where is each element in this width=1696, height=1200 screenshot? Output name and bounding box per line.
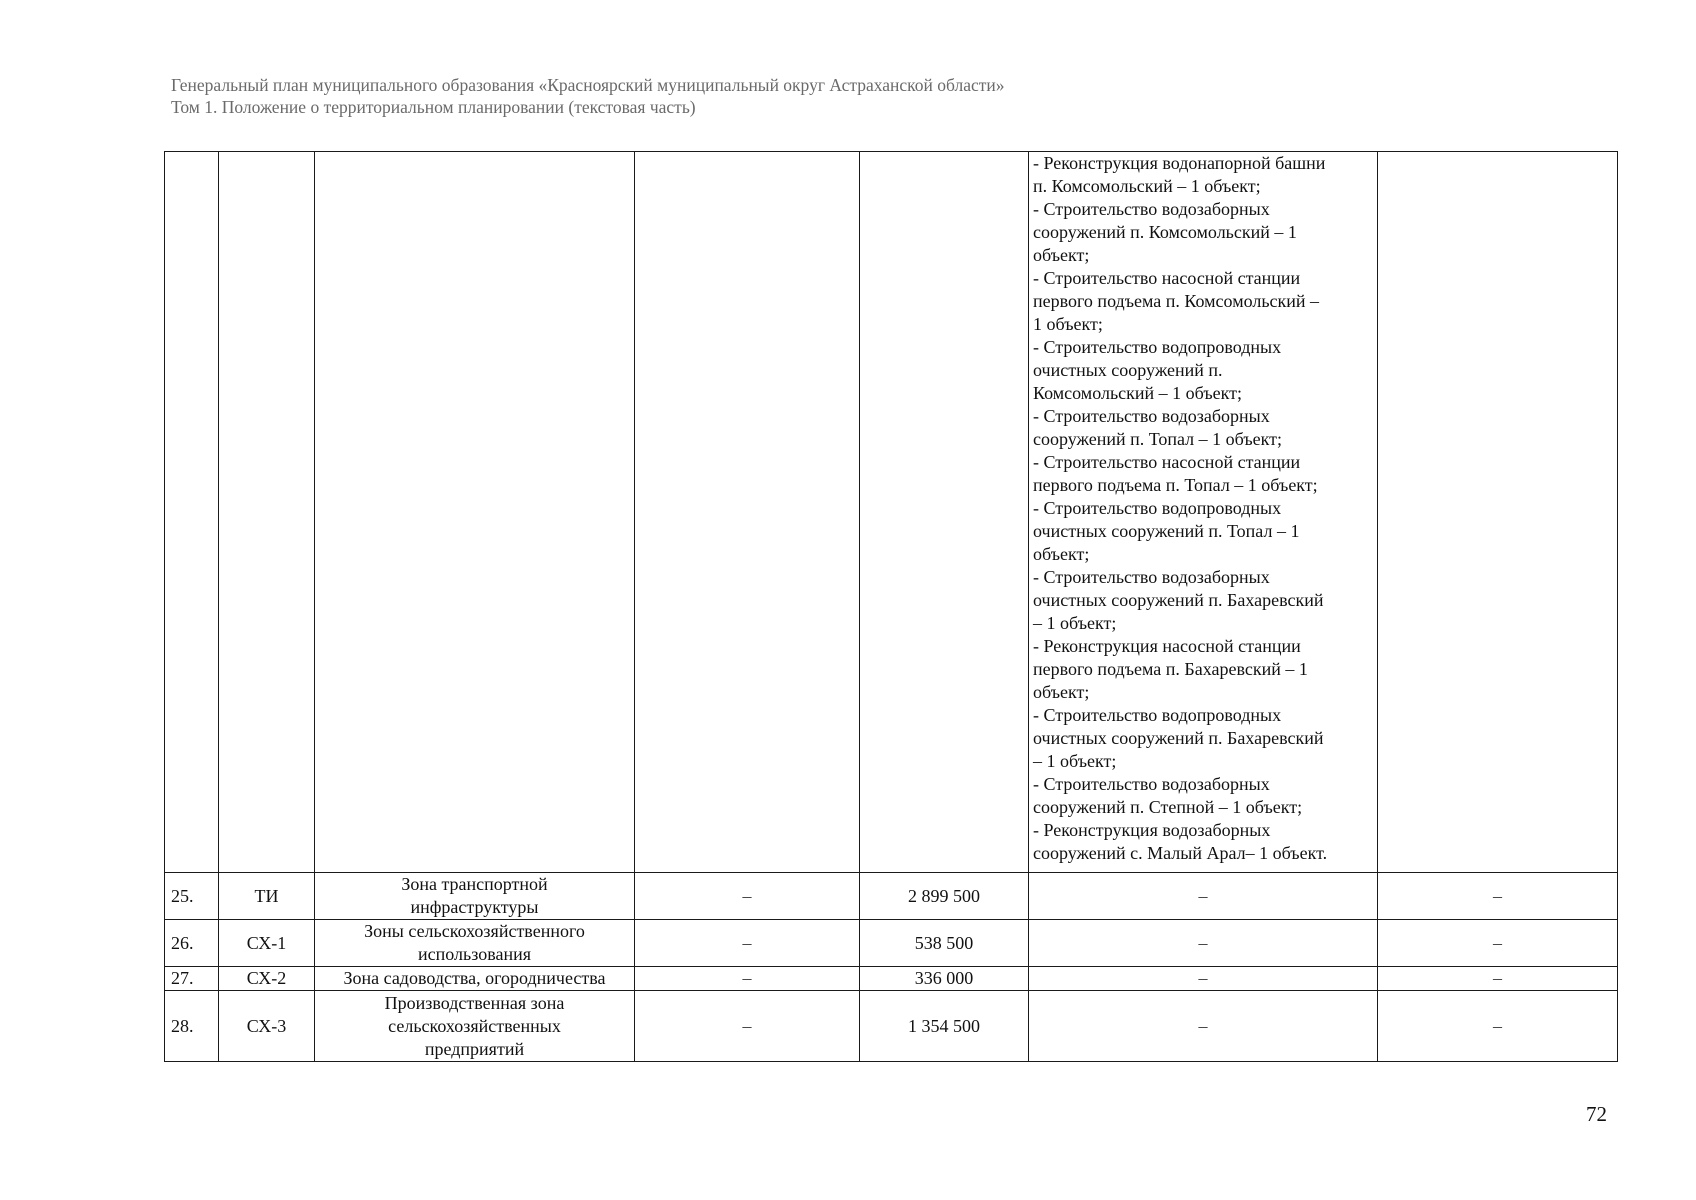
table-row-continuation	[165, 152, 1618, 873]
zone-name-line: предприятий	[424, 1038, 525, 1059]
table-cell: –	[1029, 991, 1378, 1062]
row-number: 28.	[165, 991, 219, 1062]
works-line: - Строительство водозаборных	[1033, 567, 1270, 587]
table-cell	[860, 152, 1029, 873]
table-cell: –	[1378, 991, 1618, 1062]
table-row	[165, 991, 1618, 1062]
table-cell	[635, 152, 860, 873]
table-cell	[1378, 152, 1618, 873]
works-line: объект;	[1033, 544, 1090, 564]
row-number: 27.	[165, 967, 219, 991]
works-line: сооружений п. Степной – 1 объект;	[1033, 797, 1303, 817]
works-cell	[1029, 152, 1378, 873]
table-cell: –	[1378, 920, 1618, 967]
zone-area: 2 899 500	[860, 873, 1029, 920]
works-line: - Реконструкция водонапорной башни	[1033, 153, 1326, 173]
works-line: – 1 объект;	[1033, 613, 1117, 633]
zone-name	[315, 967, 635, 991]
table-row	[165, 873, 1618, 920]
table-cell: –	[635, 991, 860, 1062]
table-cell: –	[635, 873, 860, 920]
zone-code: СХ-1	[219, 920, 315, 967]
zone-name-line: инфраструктуры	[410, 897, 539, 917]
zone-name	[315, 873, 635, 920]
zone-area: 336 000	[860, 967, 1029, 991]
row-number: 25.	[165, 873, 219, 920]
table-cell: –	[635, 920, 860, 967]
zone-code: СХ-3	[219, 991, 315, 1062]
zone-code: ТИ	[219, 873, 315, 920]
zones-table	[164, 151, 1618, 1062]
zone-code: СХ-2	[219, 967, 315, 991]
works-line: первого подъема п. Топал – 1 объект;	[1033, 475, 1318, 495]
zone-name	[315, 991, 635, 1062]
table-row	[165, 920, 1618, 967]
works-line: - Строительство водопроводных	[1033, 337, 1282, 357]
works-line: объект;	[1033, 245, 1090, 265]
header-subtitle: Том 1. Положение о территориальном планировании (текстовая часть)	[171, 97, 696, 117]
works-line: - Строительство насосной станции	[1033, 268, 1301, 288]
zone-name-line: Зона садоводства, огородничества	[343, 968, 606, 988]
works-line: - Строительство водопроводных	[1033, 498, 1282, 518]
works-line: первого подъема п. Комсомольский –	[1033, 291, 1320, 311]
page-number: 72	[1586, 1102, 1607, 1126]
works-line: – 1 объект;	[1033, 751, 1117, 771]
zone-name-line: использования	[417, 944, 531, 964]
zone-name	[315, 920, 635, 967]
zone-name-line: сельскохозяйственных	[388, 1015, 561, 1036]
zone-name-line: Производственная зона	[384, 992, 565, 1013]
works-line: - Строительство водопроводных	[1033, 705, 1282, 725]
works-line: сооружений с. Малый Арал– 1 объект.	[1033, 843, 1328, 863]
page-header	[171, 74, 1005, 118]
works-line: первого подъема п. Бахаревский – 1	[1033, 659, 1308, 679]
works-line: - Строительство водозаборных	[1033, 774, 1270, 794]
works-line: сооружений п. Топал – 1 объект;	[1033, 429, 1283, 449]
table-cell: –	[1029, 967, 1378, 991]
table-row	[165, 967, 1618, 991]
zone-area: 538 500	[860, 920, 1029, 967]
works-line: объект;	[1033, 682, 1090, 702]
works-line: - Реконструкция водозаборных	[1033, 820, 1271, 840]
zone-name-line: Зона транспортной	[401, 874, 548, 894]
works-line: сооружений п. Комсомольский – 1	[1033, 222, 1297, 242]
zone-name-line: Зоны сельскохозяйственного	[364, 921, 585, 941]
zone-area: 1 354 500	[860, 991, 1029, 1062]
table-cell: –	[1378, 873, 1618, 920]
header-title: Генеральный план муниципального образования «Красноярский муниципальный округ Астраханской области»	[171, 75, 1005, 95]
row-number: 26.	[165, 920, 219, 967]
table-cell: –	[1029, 873, 1378, 920]
works-line: - Строительство водозаборных	[1033, 406, 1270, 426]
works-line: п. Комсомольский – 1 объект;	[1033, 176, 1261, 196]
works-line: - Реконструкция насосной станции	[1033, 636, 1301, 656]
table-cell: –	[635, 967, 860, 991]
table-cell	[165, 152, 219, 873]
works-line: очистных сооружений п.	[1033, 360, 1223, 380]
works-line: 1 объект;	[1033, 314, 1103, 334]
works-line: Комсомольский – 1 объект;	[1033, 383, 1243, 403]
works-line: очистных сооружений п. Бахаревский	[1033, 590, 1324, 610]
table-cell: –	[1029, 920, 1378, 967]
works-line: - Строительство насосной станции	[1033, 452, 1301, 472]
table-cell	[315, 152, 635, 873]
table-cell: –	[1378, 967, 1618, 991]
works-line: очистных сооружений п. Топал – 1	[1033, 521, 1300, 541]
works-line: - Строительство водозаборных	[1033, 199, 1270, 219]
works-line: очистных сооружений п. Бахаревский	[1033, 728, 1324, 748]
table-cell	[219, 152, 315, 873]
